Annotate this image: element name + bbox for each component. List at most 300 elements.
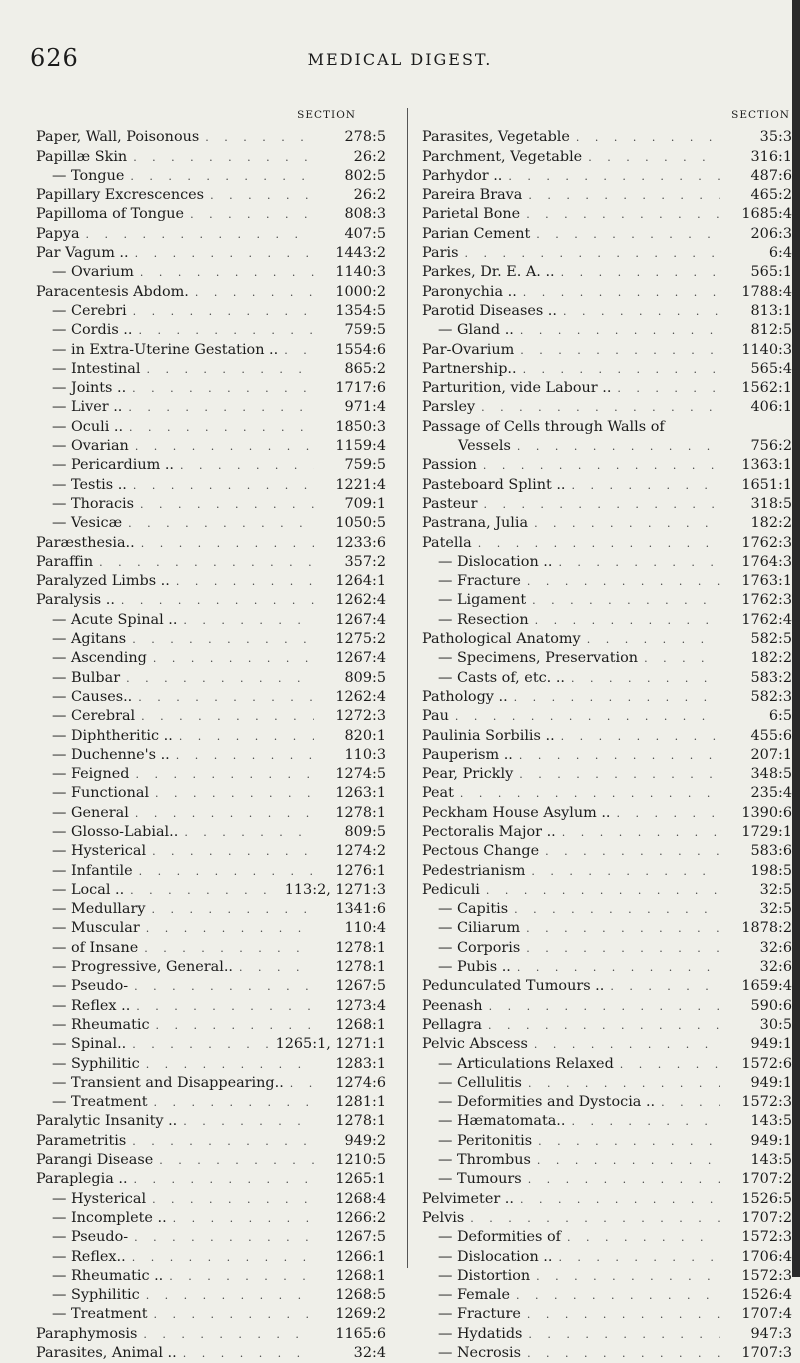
index-entry [422,1132,792,1151]
entry-section-ref: 318:5 [750,495,792,512]
entry-section-ref: 949:1 [750,1074,792,1091]
entry-section-ref: 206:3 [750,225,792,242]
dot-leader [136,765,315,784]
index-entry [36,611,386,630]
index-entry [422,784,792,803]
index-entry [36,186,386,205]
index-entry [36,1325,386,1344]
dot-leader [210,186,314,205]
entry-term: — Pericardium .. [52,457,174,474]
entry-section-ref: 949:1 [750,1132,792,1149]
dot-leader [516,1286,720,1305]
dot-leader [146,360,314,379]
entry-term: — Agitans [52,631,127,648]
entry-section-ref: 949:1 [750,1036,792,1053]
entry-section-ref: 1278:1 [335,804,386,821]
index-entry [422,1074,792,1093]
entry-section-ref: 1354:5 [335,302,386,319]
entry-term: — Rheumatic .. [52,1267,164,1284]
entry-section-ref: 110:4 [344,920,386,937]
entry-term: — Hæmatomata.. [438,1113,566,1130]
index-entry [422,283,792,302]
index-entry [422,958,792,977]
dot-leader [133,476,314,495]
index-entry [422,804,792,823]
index-entry [36,572,386,591]
index-entry [36,205,386,224]
entry-term: Peat [422,785,454,802]
entry-term: Paralytic Insanity .. [36,1113,178,1130]
index-entry [422,919,792,938]
entry-section-ref: 6:4 [768,245,792,262]
dot-leader [173,1209,314,1228]
dot-leader [483,456,720,475]
dot-leader [128,514,314,533]
index-entry [36,379,386,398]
dot-leader [135,437,314,456]
index-entry [422,862,792,881]
dot-leader [483,495,720,514]
dot-leader [486,881,720,900]
dot-leader [121,591,314,610]
index-entry [422,572,792,591]
dot-leader [571,1112,720,1131]
entry-term: Parietal Bone [422,206,521,223]
entry-section-ref: 35:3 [759,129,792,146]
dot-leader [455,707,720,726]
entry-section-ref: 1262:4 [335,688,386,705]
entry-term: — Reflex .. [52,997,131,1014]
index-entry [36,244,386,263]
running-title: MEDICAL DIGEST. [307,50,493,69]
index-entry [36,1267,386,1286]
index-entry [36,900,386,919]
dot-leader [519,746,720,765]
index-entry [422,418,792,437]
entry-section-ref: 1268:4 [335,1190,386,1207]
entry-term: — Distortion [438,1267,531,1284]
entry-section-ref: 1554:6 [335,341,386,358]
entry-section-ref: 1707:3 [741,1345,792,1361]
dot-leader [183,611,314,630]
entry-term: Parsley [422,399,476,416]
dot-leader [514,900,720,919]
entry-term: — Fracture [438,573,521,590]
entry-term: Parhydor .. [422,167,503,184]
entry-section-ref: 1707:2 [741,1209,792,1226]
entry-section-ref: 1707:2 [741,1171,792,1188]
entry-term: — Tumours [438,1171,522,1188]
entry-term: — Dislocation .. [438,553,553,570]
index-entry [422,1344,792,1363]
dot-leader [143,1325,314,1344]
index-entry [422,495,792,514]
index-entry [36,649,386,668]
entry-term: — Joints .. [52,380,127,397]
index-entry [36,669,386,688]
entry-section-ref: 143:5 [750,1152,792,1169]
dot-leader [154,1305,314,1324]
index-entry [422,398,792,417]
index-entry [36,765,386,784]
index-entry [36,534,386,553]
dot-leader [561,727,720,746]
entry-term: Paraplegia .. [36,1171,128,1188]
index-entry [36,707,386,726]
index-entry [36,1074,386,1093]
entry-term: Paræsthesia.. [36,534,135,551]
dot-leader [134,977,314,996]
dot-leader [190,205,314,224]
index-entry [36,784,386,803]
entry-section-ref: 1659:4 [741,978,792,995]
entry-term: Papillæ Skin [36,148,128,165]
entry-section-ref: 32:4 [353,1345,386,1361]
section-column-label: SECTION [297,109,356,121]
entry-section-ref: 808:3 [344,206,386,223]
dot-leader [130,167,314,186]
entry-section-ref: 1221:4 [335,476,386,493]
dot-leader [470,1209,720,1228]
index-entry [422,1325,792,1344]
dot-leader [139,862,314,881]
entry-section-ref: 1526:5 [741,1190,792,1207]
index-entry [422,476,792,495]
entry-section-ref: 406:1 [750,399,792,416]
dot-leader [644,649,720,668]
index-entry [36,128,386,147]
entry-term: — Treatment [52,1306,148,1323]
index-entry [36,727,386,746]
index-entry [422,1248,792,1267]
entry-term: Parasites, Animal .. [36,1345,177,1361]
index-entry [422,1305,792,1324]
dot-leader [152,900,315,919]
index-entry [422,456,792,475]
index-entry [36,341,386,360]
entry-section-ref: 1572:3 [741,1094,792,1111]
entry-section-ref: 1706:4 [741,1248,792,1265]
index-entry [422,746,792,765]
dot-leader [133,148,314,167]
entry-term: — Intestinal [52,360,141,377]
entry-section-ref: 1278:1 [335,1113,386,1130]
entry-section-ref: 207:1 [750,746,792,763]
dot-leader [661,1093,720,1112]
entry-term: — Peritonitis [438,1132,533,1149]
index-entry [36,263,386,282]
entry-term: Pear, Prickly [422,766,514,783]
entry-section-ref: 756:2 [750,438,792,455]
dot-leader [135,244,314,263]
index-entry [422,1267,792,1286]
index-entry [422,128,792,147]
entry-term: Patella [422,534,472,551]
entry-term: Passage of Cells through Walls of [422,418,665,435]
entry-term: Pedunculated Tumours .. [422,978,605,995]
dot-leader [140,495,314,514]
entry-term: — Pubis .. [438,959,511,976]
dot-leader [587,630,720,649]
index-entry [36,939,386,958]
dot-leader [134,1170,314,1189]
dot-leader [155,784,314,803]
entry-section-ref: 1050:5 [335,515,386,532]
dot-leader [156,1016,314,1035]
entry-term: — Liver .. [52,399,123,416]
entry-term: — Cordis .. [52,322,133,339]
index-entry [36,167,386,186]
entry-term: Papillary Excrescences [36,187,205,204]
index-entry [422,1151,792,1170]
index-entry [422,1093,792,1112]
index-entry [422,1286,792,1305]
entry-term: — Syphilitic [52,1287,140,1304]
entry-section-ref: 1268:5 [335,1287,386,1304]
entry-term: — Rheumatic [52,1016,150,1033]
dot-leader [517,437,720,456]
entry-term: Parkes, Dr. E. A. .. [422,264,555,281]
index-entry [422,630,792,649]
entry-section-ref: 487:6 [750,167,792,184]
dot-leader [138,321,314,340]
entry-term: — General [52,804,129,821]
dot-leader [169,1267,314,1286]
index-entry [422,1228,792,1247]
index-entry [36,1112,386,1131]
dot-leader [86,225,314,244]
dot-leader [527,1305,720,1324]
index-entry [422,591,792,610]
entry-term: Parchment, Vegetable [422,148,583,165]
entry-term: — Glosso-Labial.. [52,823,179,840]
index-entry [36,495,386,514]
entry-section-ref: 143:5 [750,1113,792,1130]
dot-leader [132,1248,314,1267]
entry-section-ref: 1267:4 [335,650,386,667]
entry-term: — of Insane [52,939,139,956]
entry-term: Paracentesis Abdom. [36,283,189,300]
entry-section-ref: 1390:6 [741,804,792,821]
entry-term: Paraphymosis [36,1325,138,1342]
dot-leader [136,997,314,1016]
index-entry [422,379,792,398]
dot-leader [141,534,314,553]
dot-leader [146,1286,314,1305]
dot-leader [176,746,314,765]
dot-leader [576,128,720,147]
entry-term: Parian Cement [422,225,531,242]
entry-section-ref: 802:5 [344,167,386,184]
entry-term: Par Vagum .. [36,245,129,262]
entry-section-ref: 1262:4 [335,592,386,609]
dot-leader [180,456,314,475]
entry-section-ref: 26:2 [353,148,386,165]
index-entry [422,1016,792,1035]
dot-leader [141,707,314,726]
entry-section-ref: 582:3 [750,688,792,705]
entry-term: Pelvimeter .. [422,1190,514,1207]
entry-section-ref: 1572:6 [741,1055,792,1072]
entry-section-ref: 6:5 [768,708,792,725]
entry-term: — Incomplete .. [52,1209,167,1226]
entry-term: — Infantile [52,862,133,879]
entry-section-ref: 1274:2 [335,843,386,860]
entry-section-ref: 357:2 [344,553,386,570]
entry-term: — Duchenne's .. [52,746,170,763]
index-entry [36,1344,386,1363]
dot-leader [130,881,279,900]
entry-term: — Causes.. [52,688,133,705]
entry-section-ref: 709:1 [344,495,386,512]
entry-term: — Cerebral [52,708,136,725]
entry-section-ref: 1000:2 [335,283,386,300]
dot-leader [99,553,314,572]
entry-term: Pareira Brava [422,187,523,204]
entry-term: — Diphtheritic .. [52,727,173,744]
entry-section-ref: 1268:1 [335,1016,386,1033]
index-entry [36,977,386,996]
entry-section-ref: 198:5 [750,862,792,879]
index-entry [36,919,386,938]
dot-leader [508,167,720,186]
index-entry [422,341,792,360]
dot-leader [135,804,314,823]
entry-section-ref: 235:4 [750,785,792,802]
entry-section-ref: 465:2 [750,187,792,204]
entry-section-ref: 1273:4 [335,997,386,1014]
entry-term: Parotid Diseases .. [422,302,557,319]
index-entry [36,630,386,649]
entry-term: — Female [438,1287,511,1304]
dot-leader [527,572,720,591]
entry-section-ref: 1266:2 [335,1209,386,1226]
entry-section-ref: 455:6 [750,727,792,744]
entry-term: — Articulations Relaxed [438,1055,614,1072]
entry-term: Partnership.. [422,360,517,377]
entry-section-ref: 947:3 [750,1325,792,1342]
entry-term: — Transient and Disappearing.. [52,1074,284,1091]
entry-term: Paralysis .. [36,592,115,609]
entry-section-ref: 820:1 [344,727,386,744]
entry-term: — Syphilitic [52,1055,140,1072]
left-entry-list [36,128,386,1363]
dot-leader [239,958,314,977]
dot-leader [153,649,314,668]
entry-term: Peckham House Asylum .. [422,804,611,821]
index-entry [36,804,386,823]
entry-term: Pathology .. [422,688,508,705]
index-entry [36,823,386,842]
dot-leader [558,553,720,572]
entry-term: — Gland .. [438,322,514,339]
entry-term: Pectous Change [422,843,540,860]
index-entry [36,1035,386,1054]
dot-leader [563,302,720,321]
entry-section-ref: 1276:1 [335,862,386,879]
dot-leader [532,591,720,610]
index-entry [36,398,386,417]
dot-leader [126,669,314,688]
entry-term: Pasteur [422,495,478,512]
entry-term: — Ascending [52,650,147,667]
dot-leader [154,1093,314,1112]
index-entry [422,263,792,282]
entry-term: Passion [422,457,477,474]
dot-leader [179,727,314,746]
entry-term: — Thoracis [52,495,135,512]
entry-term: Pelvis [422,1209,465,1226]
entry-section-ref: 582:5 [750,631,792,648]
entry-section-ref: 32:5 [759,881,792,898]
index-entry [422,534,792,553]
entry-section-ref: 182:2 [750,650,792,667]
entry-section-ref: 1263:1 [335,785,386,802]
dot-leader [128,398,314,417]
entry-section-ref: 1764:3 [741,553,792,570]
index-entry [422,148,792,167]
index-entry [36,881,386,900]
entry-term: Pedestrianism [422,862,526,879]
index-entry [36,456,386,475]
index-entry [422,688,792,707]
entry-term: Paulinia Sorbilis .. [422,727,555,744]
entry-section-ref: 565:4 [750,360,792,377]
dot-leader [535,611,720,630]
index-entry [36,1170,386,1189]
entry-section-ref: 812:5 [750,322,792,339]
index-entry [36,476,386,495]
dot-leader [146,1055,314,1074]
dot-leader [528,1170,720,1189]
entry-term: — Pseudo- [52,978,129,995]
dot-leader [140,263,314,282]
entry-section-ref: 1274:6 [335,1074,386,1091]
index-entry [422,707,792,726]
entry-section-ref: 1278:1 [335,939,386,956]
index-entry [36,1248,386,1267]
entry-section-ref: 1269:2 [335,1306,386,1323]
entry-term: Paralyzed Limbs .. [36,573,170,590]
entry-section-ref: 113:2, 1271:3 [284,881,386,898]
column-divider [407,108,408,1268]
entry-section-ref: 1278:1 [335,959,386,976]
page-number: 626 [30,44,79,72]
entry-section-ref: 1762:3 [741,592,792,609]
index-column-left [36,109,386,1363]
dot-leader [519,765,720,784]
entry-term: — Pseudo- [52,1229,129,1246]
index-entry [36,958,386,977]
index-entry [422,1209,792,1228]
index-entry [36,688,386,707]
dot-leader [523,283,720,302]
entry-term: — Cerebri [52,302,127,319]
entry-term: — Treatment [52,1094,148,1111]
dot-leader [517,958,720,977]
entry-section-ref: 110:3 [344,746,386,763]
entry-section-ref: 32:6 [759,939,792,956]
index-entry [36,321,386,340]
entry-term: — Vesicæ [52,515,123,532]
dot-leader [617,379,720,398]
entry-section-ref: 1265:1 [335,1171,386,1188]
index-entry [422,977,792,996]
index-entry [422,167,792,186]
entry-term: Papilloma of Tongue [36,206,185,223]
dot-leader [478,534,720,553]
dot-leader [134,1228,314,1247]
